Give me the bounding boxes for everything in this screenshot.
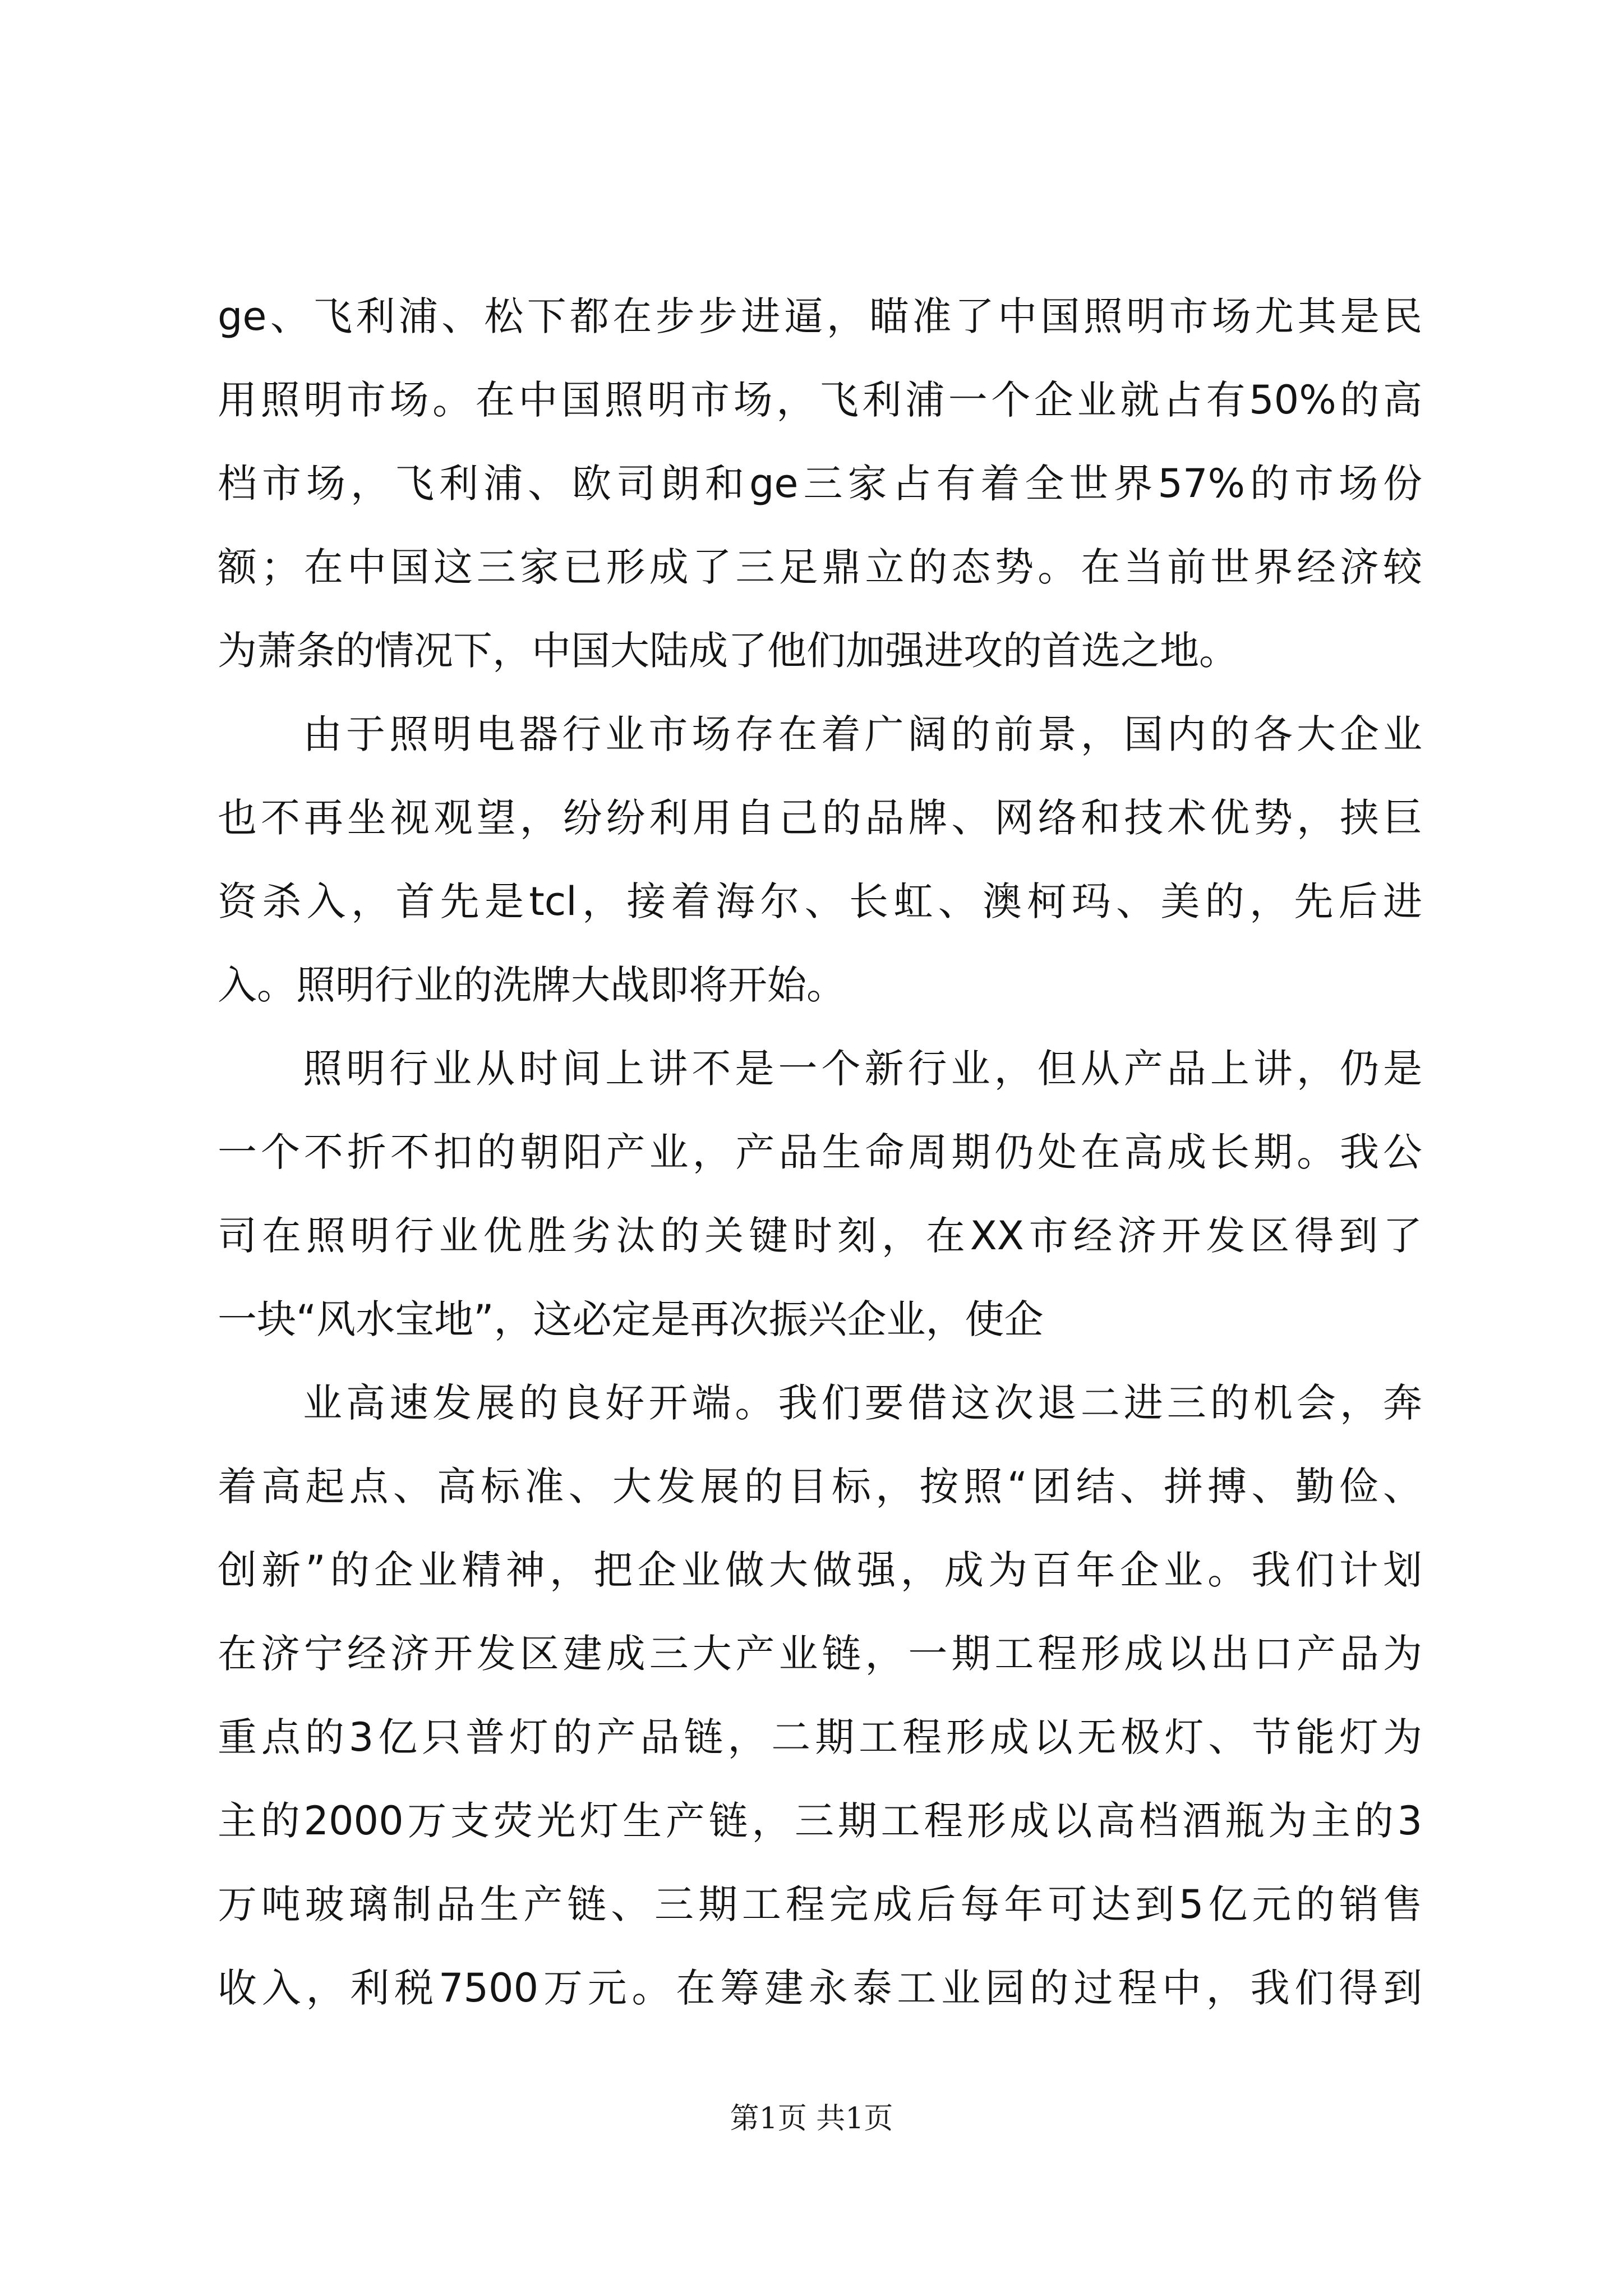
text-line: 万吨玻璃制品生产链、三期工程完成后每年可达到5亿元的销售: [218, 1881, 1422, 1927]
text-line: 一个不折不扣的朝阳产业，产品生命周期仍处在高成长期。我公: [218, 1129, 1422, 1175]
text-line: 着高起点、高标准、大发展的目标，按照“团结、拼搏、勤俭、: [218, 1464, 1422, 1510]
text-line: 也不再坐视观望，纷纷利用自己的品牌、网络和技术优势，挟巨: [218, 795, 1422, 841]
text-line: 创新”的企业精神，把企业做大做强，成为百年企业。我们计划: [218, 1547, 1422, 1593]
text-line: 额；在中国这三家已形成了三足鼎立的态势。在当前世界经济较: [218, 544, 1422, 590]
text-line: 收入，利税7500万元。在筹建永泰工业园的过程中，我们得到: [218, 1965, 1422, 2011]
text-line: ge、飞利浦、松下都在步步进逼，瞄准了中国照明市场尤其是民: [218, 293, 1422, 339]
text-line: 主的2000万支荧光灯生产链，三期工程形成以高档酒瓶为主的3: [218, 1798, 1422, 1844]
text-line: 资杀入，首先是tcl，接着海尔、长虹、澳柯玛、美的，先后进: [218, 878, 1422, 924]
text-line: 重点的3亿只普灯的产品链，二期工程形成以无极灯、节能灯为: [218, 1714, 1422, 1760]
text-line: 档市场，飞利浦、欧司朗和ge三家占有着全世界57%的市场份: [218, 461, 1422, 507]
text-line: 用照明市场。在中国照明市场，飞利浦一个企业就占有50%的高: [218, 377, 1422, 423]
text-line: 司在照明行业优胜劣汰的关键时刻，在XX市经济开发区得到了: [218, 1213, 1422, 1259]
document-body: [218, 275, 1422, 2030]
text-line: 在济宁经济开发区建成三大产业链，一期工程形成以出口产品为: [218, 1631, 1422, 1677]
text-line: 为萧条的情况下，中国大陆成了他们加强进攻的首选之地。: [218, 628, 1238, 674]
paragraph-first-line: 业高速发展的良好开端。我们要借这次退二进三的机会，奔: [303, 1380, 1422, 1426]
text-line: 一块“风水宝地”，这必定是再次振兴企业，使企: [218, 1296, 1044, 1342]
paragraph-first-line: 照明行业从时间上讲不是一个新行业，但从产品上讲，仍是: [303, 1046, 1422, 1092]
text-line: 入。照明行业的洗牌大战即将开始。: [218, 962, 846, 1008]
paragraph-first-line: 由于照明电器行业市场存在着广阔的前景，国内的各大企业: [303, 711, 1422, 757]
page-number-footer: 第1页 共1页: [730, 2102, 893, 2136]
